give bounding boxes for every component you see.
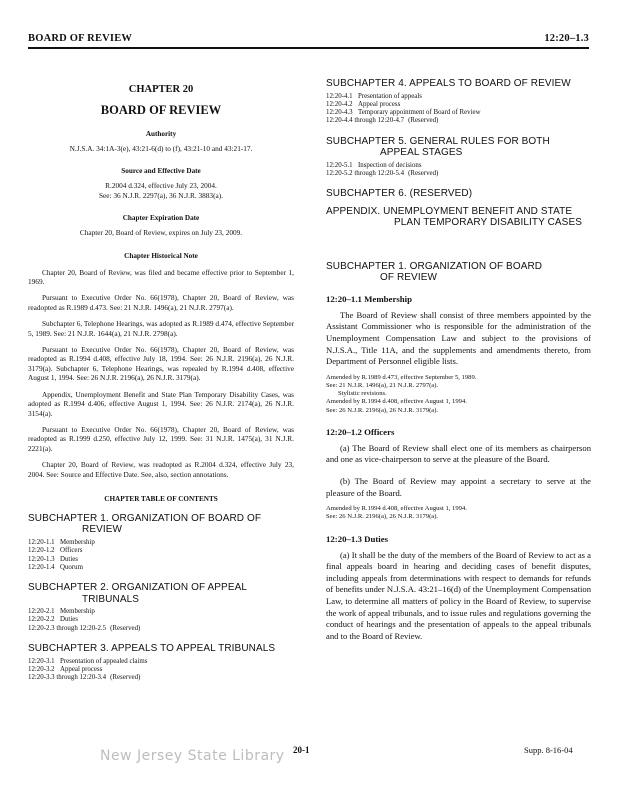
library-watermark: New Jersey State Library bbox=[100, 748, 285, 764]
section-1-2-para-a: (a) The Board of Review shall elect one of its members as chairperson and one as vice-chairperson to serve at the pleasure of the Board. bbox=[326, 442, 591, 465]
toc-entry-title: (Reserved) bbox=[408, 117, 439, 125]
header-title: BOARD OF REVIEW bbox=[28, 33, 133, 44]
toc-entry-title: Temporary appointment of Board of Review bbox=[358, 109, 481, 117]
toc-subchapter-title: SUBCHAPTER 5. GENERAL RULES FOR BOTH bbox=[326, 135, 550, 147]
amend-line: See: 26 N.J.R. 2196(a), 26 N.J.R. 3179(a). bbox=[326, 513, 439, 521]
toc-entry-number: 12:20-4.4 through 12:20-4.7 bbox=[326, 117, 405, 125]
toc-entry-number: 12:20-1.4 bbox=[28, 563, 55, 571]
toc-subchapter-title: SUBCHAPTER 3. APPEALS TO APPEAL TRIBUNALS bbox=[28, 643, 276, 655]
toc-entry-title: (Reserved) bbox=[408, 169, 439, 177]
toc-subchapter-title-cont: TRIBUNALS bbox=[82, 593, 140, 605]
toc-entry-number: 12:20-2.1 bbox=[28, 608, 55, 616]
historical-note-paragraph: Pursuant to Executive Order No. 66(1978), Chapter 20, Board of Review, was readopted as R.1994 d.408, effective July 18, 1994. See: 26 N.J.R. 2196(a), 26 N.J.R. 3179(a). Subchapter 6, Telephone Hearings, was repealed by R.1994 d.408, effective August 1, 1994. See: 26 N.J.R. 2196(a), 26 N.J.R. 3179(a). bbox=[28, 345, 294, 383]
toc-entry-number: 12:20-2.2 bbox=[28, 616, 55, 624]
toc-entry bbox=[28, 616, 294, 624]
toc-subchapter-title-cont: APPEAL STAGES bbox=[380, 147, 463, 159]
amend-line: See: 21 N.J.R. 1496(a), 21 N.J.R. 2797(a). bbox=[326, 381, 439, 389]
toc-subchapter-title: SUBCHAPTER 1. ORGANIZATION OF BOARD OF bbox=[28, 512, 262, 524]
header-section-range: 12:20–1.3 bbox=[544, 33, 589, 44]
toc-entry-number: 12:20-3.2 bbox=[28, 665, 55, 673]
toc-subchapter bbox=[326, 78, 591, 126]
toc-entry-number: 12:20-3.1 bbox=[28, 657, 55, 665]
source-line-1: R.2004 d.324, effective July 23, 2004. bbox=[105, 181, 217, 191]
chapter-number: CHAPTER 20 bbox=[128, 84, 194, 95]
amend-line: See: 26 N.J.R. 2196(a), 26 N.J.R. 3179(a). bbox=[326, 406, 439, 414]
source-line-2: See: 36 N.J.R. 2297(a), 36 N.J.R. 3883(a). bbox=[98, 190, 224, 200]
section-1-3-heading: 12:20–1.3 Duties bbox=[326, 533, 389, 544]
historical-note-paragraph: Chapter 20, Board of Review, was filed and became effective prior to September 1, 1969. bbox=[28, 267, 294, 287]
toc-entry bbox=[28, 674, 294, 682]
toc-entry-number: 12:20-1.3 bbox=[28, 555, 55, 563]
appendix-entry-line-1: APPENDIX. UNEMPLOYMENT BENEFIT AND STATE bbox=[326, 205, 573, 217]
toc-entry bbox=[28, 666, 294, 674]
subchapter-1-heading: SUBCHAPTER 1. ORGANIZATION OF BOARD bbox=[326, 260, 543, 272]
toc-entry-title: Presentation of appealed claims bbox=[60, 657, 148, 665]
section-1-1-heading: 12:20–1.1 Membership bbox=[326, 293, 413, 304]
toc-subchapter bbox=[28, 643, 294, 682]
toc-entry-title: (Reserved) bbox=[110, 674, 141, 682]
toc-entry bbox=[326, 170, 591, 178]
section-1-1-amendments bbox=[326, 374, 591, 415]
section-1-2-para-b: (b) The Board of Review may appoint a secretary to serve at the pleasure of the Board. bbox=[326, 475, 591, 498]
toc-entry bbox=[28, 658, 294, 666]
toc-entry-number: 12:20-4.2 bbox=[326, 100, 353, 108]
chapter-name: BOARD OF REVIEW bbox=[100, 103, 222, 117]
historical-note-paragraph: Pursuant to Executive Order No. 66(1978), Chapter 20, Board of Review, was readopted as R.1999 d.250, effective July 12, 1999. See: 31 N.J.R. 1475(a), 31 N.J.R. 2221(a). bbox=[28, 424, 294, 453]
toc-subchapter-title: SUBCHAPTER 2. ORGANIZATION OF APPEAL bbox=[28, 582, 248, 594]
toc-entry-title: Inspection of decisions bbox=[358, 161, 422, 169]
subchapter-6-entry: SUBCHAPTER 6. (RESERVED) bbox=[326, 188, 473, 200]
toc-subchapter bbox=[326, 136, 591, 179]
toc-entry-number: 12:20-4.3 bbox=[326, 109, 353, 117]
toc-entry bbox=[326, 101, 591, 109]
historical-note-paragraph: Appendix, Unemployment Benefit and State Plan Temporary Disability Cases, was adopted as R.1994 d.406, effective August 1, 1994. See: 26 N.J.R. 2174(a), 26 N.J.R. 3154(a). bbox=[28, 389, 294, 418]
expiration-heading: Chapter Expiration Date bbox=[122, 214, 200, 223]
historical-note bbox=[28, 268, 294, 479]
toc-entry-number: 12:20-1.1 bbox=[28, 538, 55, 546]
toc-entry-title: Officers bbox=[60, 547, 83, 555]
toc-entry bbox=[28, 539, 294, 547]
page-number: 20-1 bbox=[293, 745, 310, 755]
toc-entry-number: 12:20-5.1 bbox=[326, 161, 353, 169]
amend-line: Amended by R.1994 d.408, effective August 1, 1994. bbox=[326, 398, 467, 406]
amend-line: Stylistic revisions. bbox=[338, 390, 387, 398]
authority-text: N.J.S.A. 34:1A-3(e), 43:21-6(d) to (f), 43:21-10 and 43:21-17. bbox=[69, 144, 253, 153]
toc-entry-title: Duties bbox=[60, 616, 78, 624]
toc-subchapter bbox=[28, 513, 294, 572]
toc-entry bbox=[28, 547, 294, 555]
toc-entry-title: Appeal process bbox=[60, 665, 103, 673]
toc-entry bbox=[28, 608, 294, 616]
supplement-date: Supp. 8-16-04 bbox=[524, 745, 573, 755]
toc-entry-title: Membership bbox=[60, 538, 95, 546]
toc-entry-title: Appeal process bbox=[358, 100, 401, 108]
amend-line: Amended by R.1994 d.408, effective August 1, 1994. bbox=[326, 505, 467, 513]
toc-entry-title: (Reserved) bbox=[110, 624, 141, 632]
toc-entry bbox=[28, 564, 294, 572]
toc-subchapter bbox=[28, 582, 294, 633]
right-column bbox=[326, 78, 591, 642]
toc-subchapter-title: SUBCHAPTER 4. APPEALS TO BOARD OF REVIEW bbox=[326, 78, 571, 89]
table-of-contents-left bbox=[28, 513, 294, 682]
running-header bbox=[28, 24, 589, 49]
section-1-1-body: The Board of Review shall consist of three members appointed by the Assistant Commissioner who is responsible for the administration of the Unemployment Compensation Law and subject to the provisions of N.J.S.A., Title 11A, and the supplements and amendments thereto, from Department of Personnel eligible lists. bbox=[326, 309, 591, 367]
toc-entry bbox=[326, 109, 591, 117]
expiration-text: Chapter 20, Board of Review, expires on July 23, 2009. bbox=[79, 228, 243, 238]
toc-subchapter-title-cont: REVIEW bbox=[82, 524, 123, 536]
historical-note-heading: Chapter Historical Note bbox=[124, 251, 198, 260]
toc-entry-number: 12:20-2.3 through 12:20-2.5 bbox=[28, 624, 107, 632]
section-1-2-heading: 12:20–1.2 Officers bbox=[326, 426, 395, 437]
section-1-2-amendments bbox=[326, 505, 591, 521]
toc-heading: CHAPTER TABLE OF CONTENTS bbox=[104, 494, 218, 503]
section-1-3-para-a: (a) It shall be the duty of the members of the Board of Review to act as a final appeals board in hearing and deciding cases of benefit disputes, including appeals from determinations with respect to demands for refunds of benefits under N.J.S.A. 43:21–16(d) of the Unemployment Compensation Law, to determine all matters of policy in the Board of Review, to supervise the work of appeal tribunals, and to issue rules and regulations governing the conduct of hearings and the presentation of appeals to the appeal tribunals and to the Board of Review. bbox=[326, 549, 591, 641]
authority-heading: Authority bbox=[145, 130, 177, 138]
source-heading: Source and Effective Date bbox=[121, 167, 201, 176]
table-of-contents-right bbox=[326, 78, 591, 178]
toc-entry-number: 12:20-3.3 through 12:20-3.4 bbox=[28, 674, 107, 682]
historical-note-paragraph: Subchapter 6, Telephone Hearings, was adopted as R.1989 d.474, effective September 5, 1989. See: 21 N.J.R. 1644(a), 21 N.J.R. 2798(a). bbox=[28, 319, 294, 338]
toc-entry-number: 12:20-1.2 bbox=[28, 547, 55, 555]
historical-note-paragraph: Chapter 20, Board of Review, was readopted as R.2004 d.324, effective July 23, 2004. See: Source and Effective Date. See, also, section annotations. bbox=[28, 460, 294, 479]
appendix-entry-line-2: PLAN TEMPORARY DISABILITY CASES bbox=[394, 217, 582, 229]
toc-entry bbox=[326, 93, 591, 101]
subchapter-1-heading-cont: OF REVIEW bbox=[380, 272, 438, 284]
toc-entry-number: 12:20-4.1 bbox=[326, 92, 353, 100]
historical-note-paragraph: Pursuant to Executive Order No. 66(1978), Chapter 20, Board of Review, was readopted as R.1989 d.473. See: 21 N.J.R. 1496(a), 21 N.J.R. 2797(a). bbox=[28, 293, 294, 312]
toc-entry-title: Quorum bbox=[60, 563, 83, 571]
toc-entry bbox=[326, 117, 591, 125]
toc-entry-title: Membership bbox=[60, 608, 95, 616]
toc-entry-title: Duties bbox=[60, 555, 78, 563]
amend-line: Amended by R.1989 d.473, effective September 5, 1989. bbox=[326, 373, 477, 381]
toc-entry-number: 12:20-5.2 through 12:20-5.4 bbox=[326, 169, 405, 177]
toc-entry bbox=[326, 162, 591, 170]
toc-entry bbox=[28, 556, 294, 564]
left-column bbox=[28, 78, 294, 682]
toc-entry bbox=[28, 625, 294, 633]
toc-entry-title: Presentation of appeals bbox=[358, 92, 422, 100]
